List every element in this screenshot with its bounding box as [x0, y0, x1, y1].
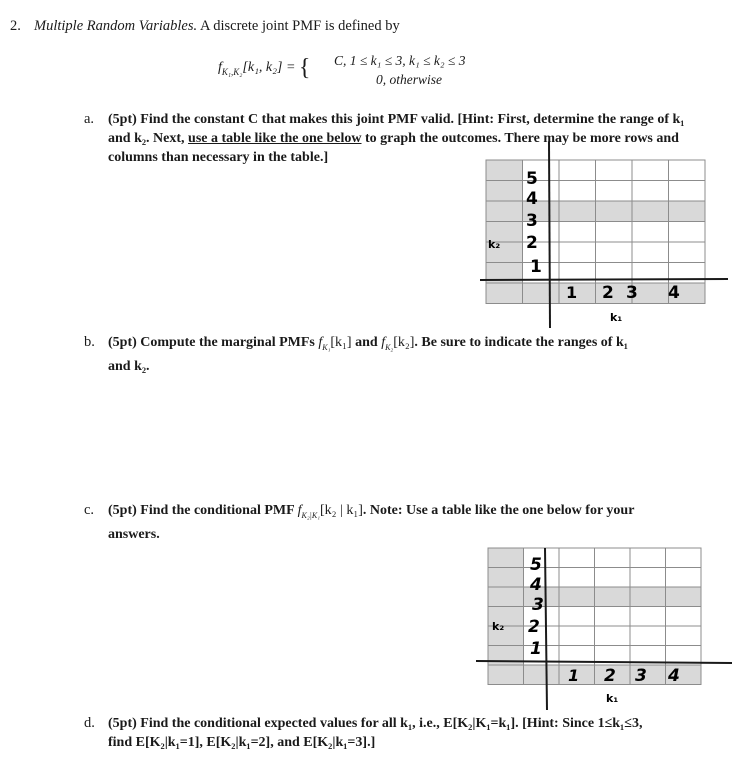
pmf-definition [218, 55, 310, 82]
part-c-text [108, 501, 708, 525]
part-b-f2-sub: K₂ [385, 342, 394, 352]
part-a-text-1: (5pt) Find the constant C that makes this joint PMF valid. [Hint: First, determine the range of k₁ and k₂. Next, [108, 112, 685, 146]
grid-c-cell [595, 548, 631, 568]
pmf-f: f [218, 60, 222, 75]
grid-c-cell [630, 626, 666, 646]
grid-a-cell [486, 160, 523, 181]
grid-a-col-num-1: 1 [566, 283, 578, 302]
grid-a-cell [559, 283, 596, 304]
pmf-subscript: K₁,K₂ [221, 66, 243, 77]
grid-c-shaded-cell [559, 587, 595, 607]
part-d-text-line1: (5pt) Find the conditional expected values for all k₁, i.e., E[K₂|K₁=k₁]. [Hint: Since 1≤k₁≤3, [108, 716, 643, 731]
part-c-f-arg: [k₂ | k₁] [319, 503, 363, 518]
grid-c-col-num-3: 3 [635, 666, 647, 686]
problem-title: Multiple Random Variables. [34, 18, 198, 34]
grid-a-shaded-cell [669, 201, 706, 222]
grid-c-shaded-cell [666, 587, 702, 607]
grid-a-row-num-5: 5 [526, 169, 538, 189]
part-b-f1: f [318, 335, 323, 350]
problem-heading [34, 17, 400, 36]
grid-c-row-num-2: 2 [528, 617, 540, 637]
part-d-label: d. [84, 715, 95, 731]
grid-a-shaded-cell [596, 201, 633, 222]
grid-c-cell [488, 665, 524, 685]
part-b-label: b. [84, 334, 95, 350]
grid-c-cell [630, 548, 666, 568]
grid-c-cell [595, 568, 631, 588]
part-b-text [108, 333, 708, 357]
grid-a-cell [559, 160, 596, 181]
grid-a-vertical-axis [549, 142, 550, 328]
grid-a-cell [632, 242, 669, 263]
grid-c-row-axis-label: k₂ [492, 620, 505, 633]
grid-a-cell [523, 283, 560, 304]
grid-a-cell [486, 283, 523, 304]
grid-c-cell [666, 607, 702, 627]
grid-a-cells [486, 160, 705, 304]
part-b-text-1: (5pt) Compute the marginal PMFs [108, 335, 315, 350]
grid-a-col-num-3: 3 [626, 283, 638, 303]
grid-a-horizontal-axis [480, 279, 728, 280]
problem-intro: A discrete joint PMF is defined by [199, 18, 400, 34]
grid-c-cell [559, 626, 595, 646]
grid-a-col-axis-label: k₁ [610, 311, 623, 324]
grid-a [470, 140, 730, 330]
grid-c-cells [488, 548, 701, 685]
part-a-text-2: to graph the outcomes. There may be more rows and columns than necessary in the table.] [108, 131, 679, 165]
grid-a-cell [669, 242, 706, 263]
part-d-text-line2: find E[K₂|k₁=1], E[K₂|k₁=2], and E[K₂|k₁=3].] [108, 735, 376, 750]
grid-c [470, 542, 732, 712]
grid-a-shaded-cell [559, 201, 596, 222]
part-b-f1-sub: K₁ [322, 342, 331, 352]
grid-a-cell [669, 160, 706, 181]
grid-a-cell [632, 181, 669, 202]
part-c-f: f [297, 503, 302, 518]
grid-c-col-num-1: 1 [568, 666, 580, 685]
part-c-text-line2: answers. [108, 527, 160, 542]
grid-a-cell [632, 160, 669, 181]
grid-a-row-num-3: 3 [526, 211, 538, 231]
part-b-f1-arg: [k₁] [330, 335, 352, 350]
part-b-text-2: . Be sure to indicate the ranges of k₁ [414, 335, 628, 350]
grid-a-cell [559, 242, 596, 263]
grid-a-cell [486, 181, 523, 202]
part-a-label: a. [84, 111, 95, 127]
grid-a-shaded-cell [632, 201, 669, 222]
grid-a-cell [596, 222, 633, 243]
part-c-label: c. [84, 502, 95, 518]
part-a-underlined: use a table like the one below [188, 131, 362, 146]
pmf-case-2: 0, otherwise [376, 72, 442, 87]
grid-c-cell [488, 587, 524, 607]
grid-a-col-num-2: 2 [602, 283, 614, 303]
part-b-f2-arg: [k₂] [393, 335, 415, 350]
grid-c-cell [559, 568, 595, 588]
grid-c-cell [488, 568, 524, 588]
grid-c-cell [630, 568, 666, 588]
grid-c-shaded-cell [595, 587, 631, 607]
grid-c-cell [595, 626, 631, 646]
grid-c-cell [559, 548, 595, 568]
grid-a-row-num-1: 1 [530, 257, 542, 277]
grid-c-cell [595, 607, 631, 627]
grid-c-cell [488, 548, 524, 568]
grid-c-cell [666, 568, 702, 588]
pmf-case-1: C, 1 ≤ k₁ ≤ 3, k₁ ≤ k₂ ≤ 3 [334, 53, 466, 68]
grid-c-cell [666, 626, 702, 646]
part-b-and: and [355, 335, 378, 350]
grid-a-row-num-2: 2 [526, 233, 538, 253]
grid-c-cell [524, 665, 560, 685]
problem-number: 2. [10, 18, 21, 34]
grid-a-cell [596, 181, 633, 202]
grid-c-col-num-2: 2 [604, 666, 616, 686]
grid-c-cell [630, 607, 666, 627]
grid-a-col-num-4: 4 [668, 283, 680, 303]
grid-c-row-num-1: 1 [530, 639, 542, 659]
grid-c-col-axis-label: k₁ [606, 692, 619, 705]
grid-a-cell [596, 242, 633, 263]
grid-c-row-num-4: 4 [530, 575, 542, 595]
part-c-text-1: (5pt) Find the conditional PMF [108, 503, 295, 518]
grid-c-row-num-5: 5 [530, 555, 542, 575]
grid-a-cell [596, 160, 633, 181]
grid-c-cell [559, 607, 595, 627]
pmf-args: [k₁, k₂] = [242, 60, 296, 75]
grid-a-cell [559, 222, 596, 243]
grid-a-cell [669, 181, 706, 202]
grid-c-col-num-4: 4 [668, 666, 680, 686]
grid-a-cell [632, 222, 669, 243]
part-c-f-sub: K₂|K₁ [301, 510, 320, 520]
part-b-text-line2: and k₂. [108, 359, 150, 374]
part-b-f2: f [381, 335, 386, 350]
grid-a-cell [669, 222, 706, 243]
grid-a-cell [486, 201, 523, 222]
grid-c-shaded-cell [630, 587, 666, 607]
grid-a-cell [559, 181, 596, 202]
grid-a-row-num-4: 4 [526, 189, 538, 209]
pmf-brace: { [298, 55, 311, 81]
grid-c-cell [666, 548, 702, 568]
part-c-text-2: . Note: Use a table like the one below for your [362, 503, 635, 518]
grid-a-row-axis-label: k₂ [488, 238, 501, 251]
grid-c-row-num-3: 3 [532, 595, 544, 615]
